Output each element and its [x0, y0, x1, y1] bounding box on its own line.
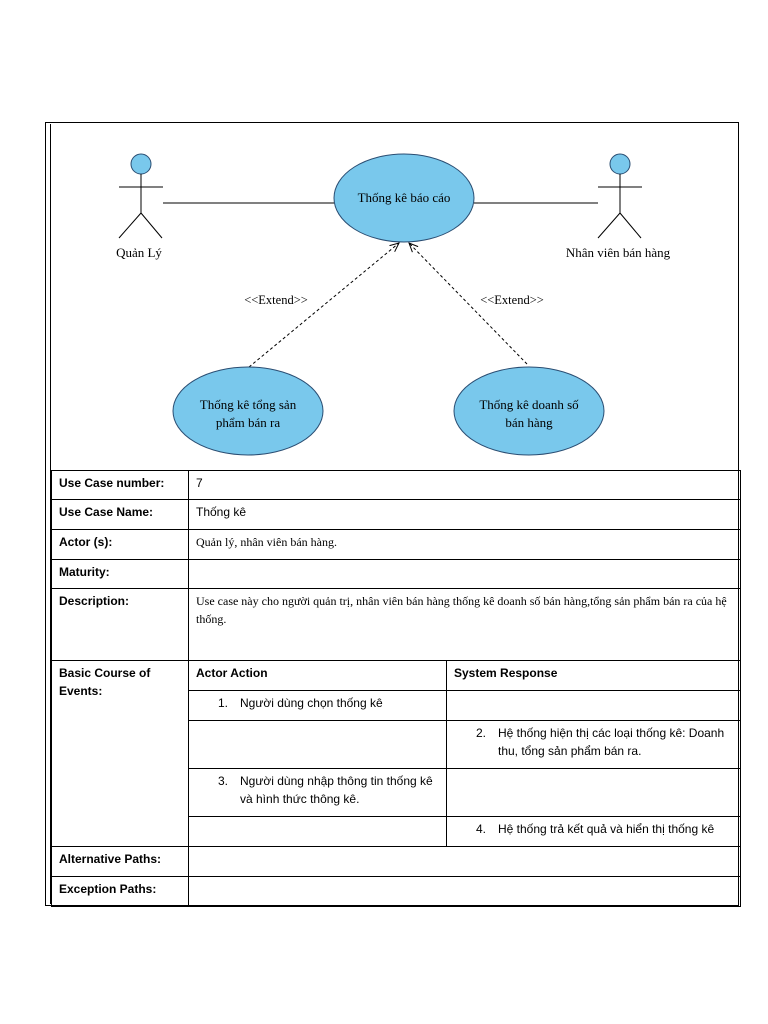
actor-quan-ly [116, 154, 163, 260]
value-actors: Quản lý, nhân viên bán hàng. [189, 530, 741, 560]
value-alternative-paths [189, 847, 741, 877]
header-actor-action: Actor Action [189, 661, 447, 691]
use-case-thong-ke-tong-san-pham [173, 367, 323, 455]
actor-leg-left [119, 213, 141, 238]
actor-nhan-vien-ban-hang [566, 154, 671, 260]
cell-system-step-2 [447, 721, 741, 769]
step-number: 3. [218, 774, 229, 788]
header-system-response: System Response [447, 661, 741, 691]
step-text: Người dùng nhập thông tin thống kê và hình thức thông kê. [240, 774, 433, 806]
cell-actor-step-3 [189, 769, 447, 817]
use-case-thong-ke-doanh-so [454, 367, 604, 455]
value-exception-paths [189, 877, 741, 907]
value-use-case-name: Thống kê [189, 500, 741, 530]
cell-actor-empty [189, 721, 447, 769]
cell-actor-step-1 [189, 691, 447, 721]
use-case-label: Thống kê báo cáo [357, 190, 451, 205]
cell-actor-empty [189, 817, 447, 847]
label-alternative-paths: Alternative Paths: [52, 847, 189, 877]
actor-head [131, 154, 151, 174]
row-exception-paths [52, 877, 741, 907]
step-text: Hệ thống hiện thị các loại thống kê: Doanh thu, tổng sản phẩm bán ra. [498, 726, 725, 758]
use-case-table [51, 470, 741, 907]
cell-system-empty [447, 691, 741, 721]
extend-label-right: <<Extend>> [480, 293, 544, 307]
step-number: 1. [218, 696, 229, 710]
step-number: 4. [476, 822, 487, 836]
step-text: Hệ thống trả kết quả và hiển thị thống kê [498, 822, 715, 836]
use-case-thong-ke-bao-cao [334, 154, 474, 242]
step-number: 2. [476, 726, 487, 740]
use-case-label: phẩm bán ra [215, 415, 281, 430]
use-case-label: Thống kê tổng sản [199, 397, 297, 412]
label-exception-paths: Exception Paths: [52, 877, 189, 907]
value-maturity [189, 560, 741, 589]
row-maturity [52, 560, 741, 589]
label-use-case-number: Use Case number: [52, 471, 189, 500]
cell-system-step-4 [447, 817, 741, 847]
use-case-label: bán hàng [505, 415, 553, 430]
extend-label-left: <<Extend>> [244, 293, 308, 307]
cell-system-empty [447, 769, 741, 817]
row-use-case-name [52, 500, 741, 530]
row-basic-course-header [52, 661, 741, 691]
actor-head [610, 154, 630, 174]
actor-leg-right [620, 213, 641, 238]
label-maturity: Maturity: [52, 560, 189, 589]
actor-label: Nhân viên bán hàng [565, 245, 671, 260]
actor-leg-right [141, 213, 162, 238]
row-actors [52, 530, 741, 560]
use-case-label: Thống kê doanh số [479, 397, 579, 412]
row-alternative-paths [52, 847, 741, 877]
label-use-case-name: Use Case Name: [52, 500, 189, 530]
row-use-case-number [52, 471, 741, 500]
label-description: Description: [52, 589, 189, 661]
actor-label: Quản Lý [116, 245, 162, 260]
value-description: Use case này cho người quản trị, nhân viên bán hàng thống kê doanh số bán hàng,tổng sản phẩm bán ra của hệ thống. [189, 589, 741, 661]
step-text: Người dùng chọn thống kê [240, 696, 383, 710]
row-description [52, 589, 741, 661]
label-basic-course: Basic Course of Events: [52, 661, 189, 847]
value-use-case-number: 7 [189, 471, 741, 500]
use-case-diagram [0, 0, 768, 470]
actor-leg-left [598, 213, 620, 238]
label-actors: Actor (s): [52, 530, 189, 560]
